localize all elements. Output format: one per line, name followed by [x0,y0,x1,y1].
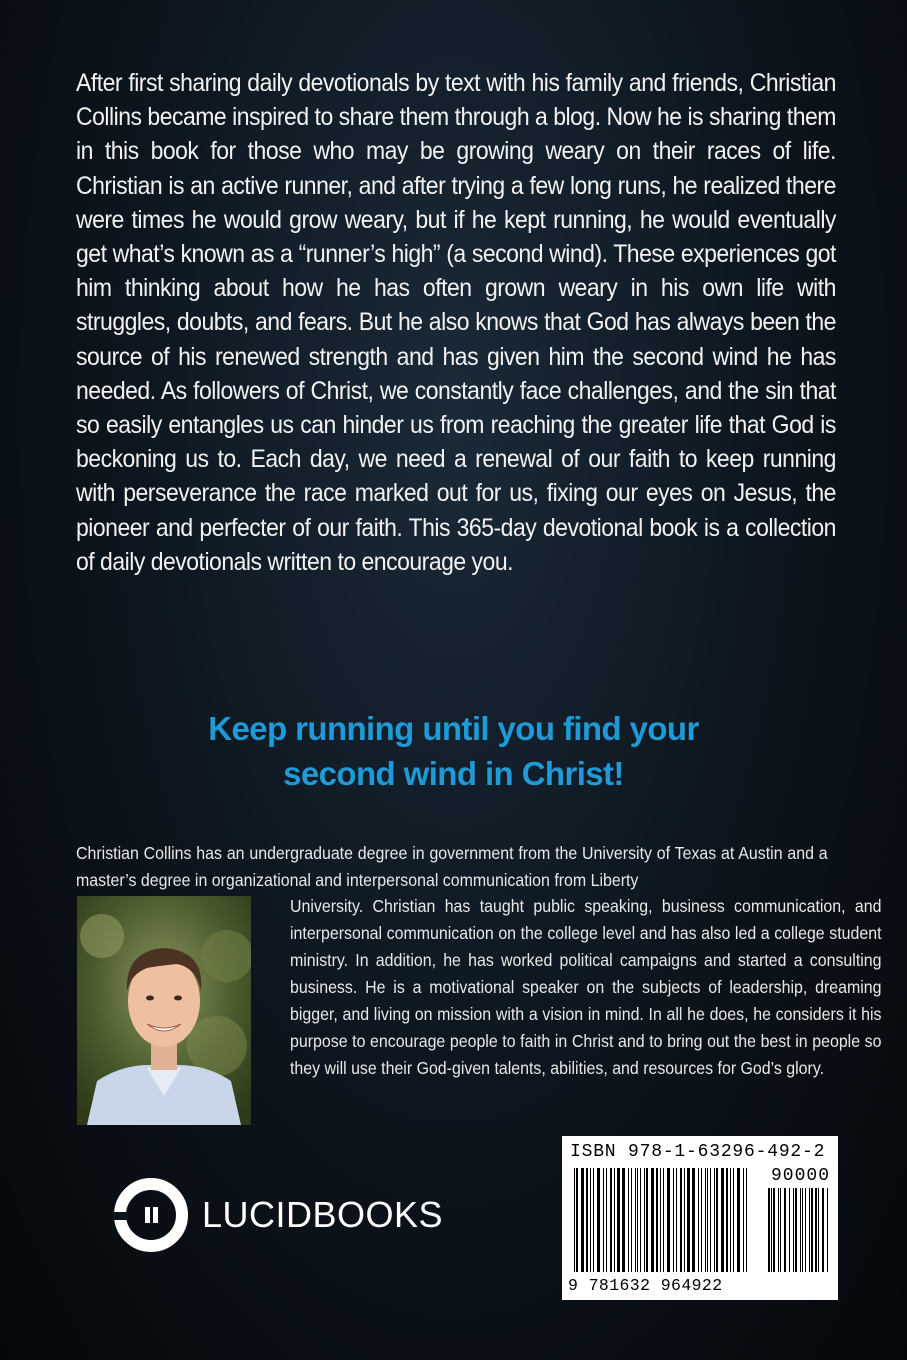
barcode-bar [581,1168,584,1272]
barcode-bar [698,1168,699,1272]
barcode-supplement-bar [811,1188,813,1272]
barcode-bar [705,1168,706,1272]
tagline [0,706,907,796]
barcode-bar [637,1168,638,1272]
barcode-supplement-bar [795,1188,797,1272]
barcode-bar [622,1168,625,1272]
barcode-bars [572,1164,832,1278]
barcode-bar [737,1168,740,1272]
barcode-bar [640,1168,641,1272]
barcode-bar [707,1168,708,1272]
barcode-supplement-bar [815,1188,817,1272]
barcode-bar [726,1168,728,1272]
barcode-bar [687,1168,690,1272]
barcode-supplement-bar [827,1188,828,1272]
barcode-bar [590,1168,591,1272]
barcode-supplement-bar [805,1188,806,1272]
price-code: 90000 [770,1166,830,1186]
barcode-bar [676,1168,677,1272]
author-bio-intro: Christian Collins has an undergraduate degree in government from the University of Texas at Austin and a master’s degree in organizational and interpersonal communication from Liberty [76,843,828,890]
barcode-bar [684,1168,685,1272]
barcode-bar [680,1168,682,1272]
barcode-bar [646,1168,648,1272]
barcode-bar [746,1168,747,1272]
barcode-supplement-bar [800,1188,801,1272]
barcode-bar [603,1168,604,1272]
barcode-bar [635,1168,636,1272]
isbn-barcode [562,1136,838,1300]
barcode-bar [606,1168,607,1272]
barcode-bar [631,1168,632,1272]
barcode-bar [701,1168,702,1272]
barcode-supplement-bar [773,1188,775,1272]
barcode-bar [593,1168,594,1272]
barcode-bar [651,1168,654,1272]
author-bio-top [76,840,828,894]
author-photo [77,896,251,1125]
barcode-bar [597,1168,600,1272]
author-bio-text: University. Christian has taught public speaking, business communication, and interpersonal communication on the college level and has also led a college student ministry. In addition, he has worked political campaigns and started a consulting business. He is a motivational speaker on the subjects of leadership, dreaming bigger, and living on mission with a vision in mind. In all he does, he considers it his purpose to encourage people to faith in Christ and to bring out the best in people so they will use their God-given talents, abilities, and resources for God’s glory. [290,896,882,1078]
ean-digits: 9 781632 964922 [568,1276,723,1295]
barcode-bar [628,1168,629,1272]
barcode-bar [721,1168,724,1272]
barcode-supplement-bar [768,1188,770,1272]
barcode-supplement-bar [789,1188,790,1272]
publisher-logo [112,1180,443,1250]
barcode-bar [743,1168,744,1272]
barcode-supplement-bar [778,1188,779,1272]
barcode-bar [614,1168,615,1272]
barcode-bar [730,1168,731,1272]
barcode-supplement-bar [780,1188,781,1272]
author-portrait-illustration [77,896,251,1125]
barcode-bar [586,1168,588,1272]
barcode-bar [692,1168,695,1272]
barcode-bar [663,1168,664,1272]
barcode-bar [733,1168,734,1272]
back-cover-blurb [76,66,836,579]
tagline-line-1: Keep running until you find your [208,710,699,747]
barcode-supplement-bar [771,1188,772,1272]
barcode-bar [716,1168,718,1272]
barcode-bar [574,1168,575,1272]
barcode-bar [714,1168,715,1272]
tagline-line-2: second wind in Christ! [283,755,624,792]
barcode-supplement-bar [784,1188,786,1272]
barcode-supplement-bar [793,1188,794,1272]
lucidbooks-logo-icon [112,1176,190,1254]
barcode-bar [660,1168,661,1272]
barcode-bar [610,1168,612,1272]
barcode-bar [673,1168,674,1272]
blurb-paragraph: After first sharing daily devotionals by text with his family and friends, Christian Collins became inspired to share them through a blog. Now he is sharing them in this book for those who may be growing weary on their races of life. Christian is an active runner, and after trying a few long runs, he realized there were times he would grow weary, but if he kept running, he would eventually get what’s known as a “runner’s high” (a second wind). These experiences got him thinking about how he has often grown weary in his own life with struggles, doubts, and fears. But he also knows that God has always been the source of his renewed strength and has given him the second wind he has needed. As followers of Christ, we constantly face challenges, and the sin that so easily entangles us can hinder us from reaching the greater life that God is beckoning us to. Each day, we need a renewal of our faith to keep running with perseverance the race marked out for us, fixing our eyes on Jesus, the pioneer and perfecter of our faith. This 365-day devotional book is a collection of daily devotionals written to encourage you. [76,69,836,576]
barcode-bar [576,1168,578,1272]
barcode-bar [656,1168,658,1272]
isbn-label: ISBN 978-1-63296-492-2 [570,1142,826,1162]
barcode-bar [644,1168,645,1272]
barcode-bar [617,1168,620,1272]
barcode-supplement-bar [818,1188,819,1272]
barcode-bar [667,1168,670,1272]
barcode-supplement-bar [809,1188,810,1272]
barcode-bar [710,1168,711,1272]
publisher-name: LUCIDBOOKS [202,1194,444,1235]
barcode-supplement-bar [802,1188,803,1272]
author-bio-body [290,893,882,1082]
barcode-supplement-bar [822,1188,824,1272]
